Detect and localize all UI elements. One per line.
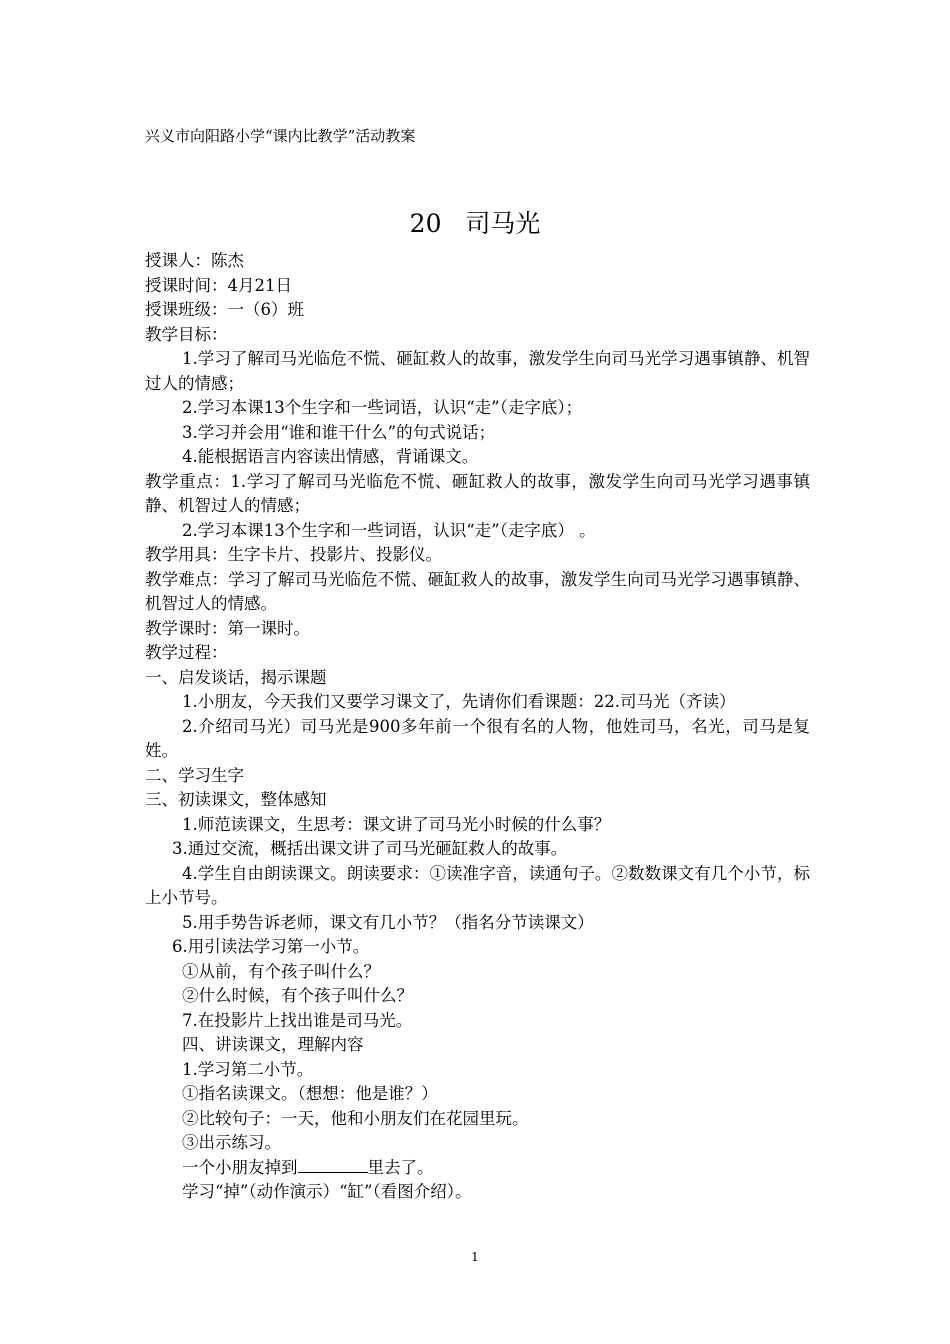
objective-item: 3.学习并会用“谁和谁干什么”的句式说话； — [182, 422, 496, 442]
section-item: 6.用引读法学习第一小节。 — [172, 937, 370, 956]
class-line: 授课班级：一（6）班 — [145, 300, 304, 319]
objective-item: 4.能根据语言内容读出情感，背诵课文。 — [182, 447, 479, 466]
lesson-plan-body — [145, 249, 810, 1205]
page-number: 1 — [471, 1250, 479, 1264]
key-points-line: 教学重点：1.学习了解司马光临危不慌、砸缸救人的故事，激发学生向司马光学习遇事镇静、机智过人的情感； — [145, 471, 810, 515]
objective-item: 2.学习本课13个生字和一些词语，认识“走”（走字底）； — [182, 398, 583, 417]
lesson-title: 20 司马光 — [409, 209, 541, 238]
section-item: 1.小朋友，今天我们又要学习课文了，先请你们看课题：22.司马光（齐读） — [182, 692, 736, 711]
sub-item: ③出示练习。 — [182, 1133, 281, 1152]
section-item: 4.学生自由朗读课文。朗读要求：①读准字音，读通句子。②数数课文有几个小节，标上小节号。 — [145, 863, 810, 907]
section-item: 1.学习第二小节。 — [182, 1059, 314, 1079]
fill-text-before: 一个小朋友掉到 — [182, 1157, 298, 1177]
process-heading: 教学过程： — [145, 643, 228, 662]
difficulty-line: 教学难点：学习了解司马光临危不慌、砸缸救人的故事，激发学生向司马光学习遇事镇静、机智过人的情感。 — [145, 569, 810, 613]
section-item: 5.用手势告诉老师，课文有几小节？（指名分节读课文） — [182, 912, 594, 932]
teacher-line: 授课人：陈杰 — [145, 251, 244, 270]
sub-item: ①指名读课文。（想想：他是谁？） — [182, 1084, 438, 1103]
objective-item: 1.学习了解司马光临危不慌、砸缸救人的故事，激发学生向司马光学习遇事镇静、机智过人的情感； — [145, 349, 810, 393]
fill-in-blank-sentence — [145, 1156, 810, 1181]
objectives-heading: 教学目标： — [145, 324, 228, 344]
section-heading: 三、初读课文，整体感知 — [145, 790, 327, 809]
section-heading: 四、讲读课文，理解内容 — [182, 1035, 364, 1054]
section-item: 7.在投影片上找出谁是司马光。 — [182, 1010, 413, 1030]
question-item: ②什么时候，有个孩子叫什么？ — [182, 986, 413, 1005]
tools-line: 教学用具：生字卡片、投影片、投影仪。 — [145, 545, 442, 564]
blank-line — [298, 1156, 368, 1173]
section-item: 2.介绍司马光）司马光是900多年前一个很有名的人物，他姓司马，名光，司马是复姓。 — [145, 716, 810, 760]
sub-item: 学习“掉”（动作演示）“缸”（看图介绍）。 — [182, 1182, 472, 1201]
section-item: 1.师范读课文，生思考：课文讲了司马光小时候的什么事？ — [182, 814, 611, 834]
key-points-line: 2.学习本课13个生字和一些词语，认识“走”（走字底） 。 — [182, 520, 596, 540]
section-heading: 一、启发谈话，揭示课题 — [145, 667, 327, 687]
period-line: 教学课时：第一课时。 — [145, 618, 310, 638]
document-header: 兴义市向阳路小学“课内比教学”活动教案 — [145, 127, 416, 145]
section-item: 3.通过交流，概括出课文讲了司马光砸缸救人的故事。 — [172, 839, 568, 858]
question-item: ①从前，有个孩子叫什么？ — [182, 961, 380, 981]
section-heading: 二、学习生字 — [145, 765, 244, 785]
time-line: 授课时间：4月21日 — [145, 275, 292, 295]
sub-item: ②比较句子：一天，他和小朋友们在花园里玩。 — [182, 1108, 529, 1128]
fill-text-after: 里去了。 — [367, 1157, 434, 1177]
